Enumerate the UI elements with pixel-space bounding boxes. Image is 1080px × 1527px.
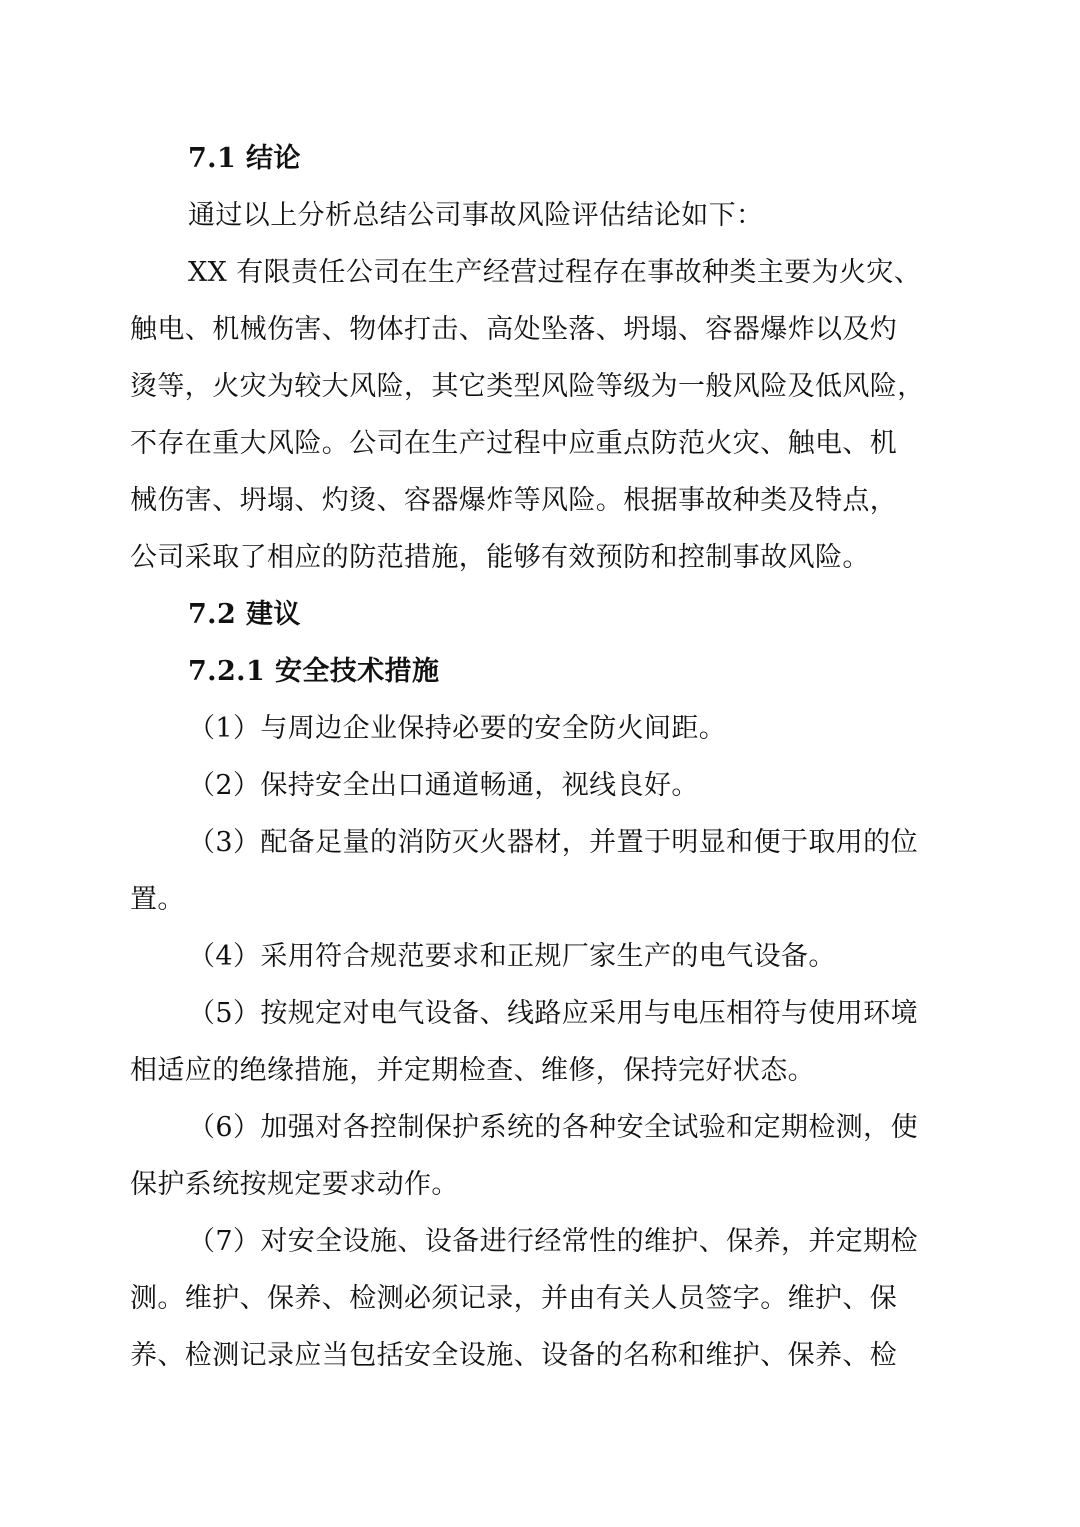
list-item-7-continued: 养、检测记录应当包括安全设施、设备的名称和维护、保养、检	[130, 1340, 898, 1371]
list-item-3: （3）配备足量的消防灭火器材，并置于明显和便于取用的位	[188, 827, 918, 858]
document-body	[130, 130, 950, 1384]
list-item-4: （4）采用符合规范要求和正规厂家生产的电气设备。	[188, 941, 836, 972]
paragraph-line: 不存在重大风险。公司在生产过程中应重点防范火灾、触电、机	[130, 428, 898, 459]
paragraph-line: 触电、机械伤害、物体打击、高处坠落、坍塌、容器爆炸以及灼	[130, 314, 898, 345]
subsection-heading-7-2-1: 7.2.1 安全技术措施	[188, 656, 440, 687]
list-item-6-continued: 保护系统按规定要求动作。	[130, 1169, 459, 1200]
paragraph-line: 械伤害、坍塌、灼烫、容器爆炸等风险。根据事故种类及特点，	[130, 485, 898, 516]
paragraph-line: 通过以上分析总结公司事故风险评估结论如下：	[188, 200, 764, 231]
section-heading-7-2: 7.2 建议	[188, 599, 301, 630]
section-heading-7-1: 7.1 结论	[188, 143, 301, 174]
paragraph-line: 烫等，火灾为较大风险，其它类型风险等级为一般风险及低风险，	[130, 371, 925, 402]
list-item-3-continued: 置。	[130, 884, 185, 915]
paragraph-line: 公司采取了相应的防范措施，能够有效预防和控制事故风险。	[130, 542, 870, 573]
list-item-5-continued: 相适应的绝缘措施，并定期检查、维修，保持完好状态。	[130, 1055, 815, 1086]
list-item-1: （1）与周边企业保持必要的安全防火间距。	[188, 713, 727, 744]
list-item-7-continued: 测。维护、保养、检测必须记录，并由有关人员签字。维护、保	[130, 1283, 898, 1314]
list-item-6: （6）加强对各控制保护系统的各种安全试验和定期检测，使	[188, 1112, 918, 1143]
list-item-2: （2）保持安全出口通道畅通，视线良好。	[188, 770, 699, 801]
paragraph-line: XX 有限责任公司在生产经营过程存在事故种类主要为火灾、	[188, 257, 922, 288]
list-item-7: （7）对安全设施、设备进行经常性的维护、保养，并定期检	[188, 1226, 918, 1257]
list-item-5: （5）按规定对电气设备、线路应采用与电压相符与使用环境	[188, 998, 918, 1029]
